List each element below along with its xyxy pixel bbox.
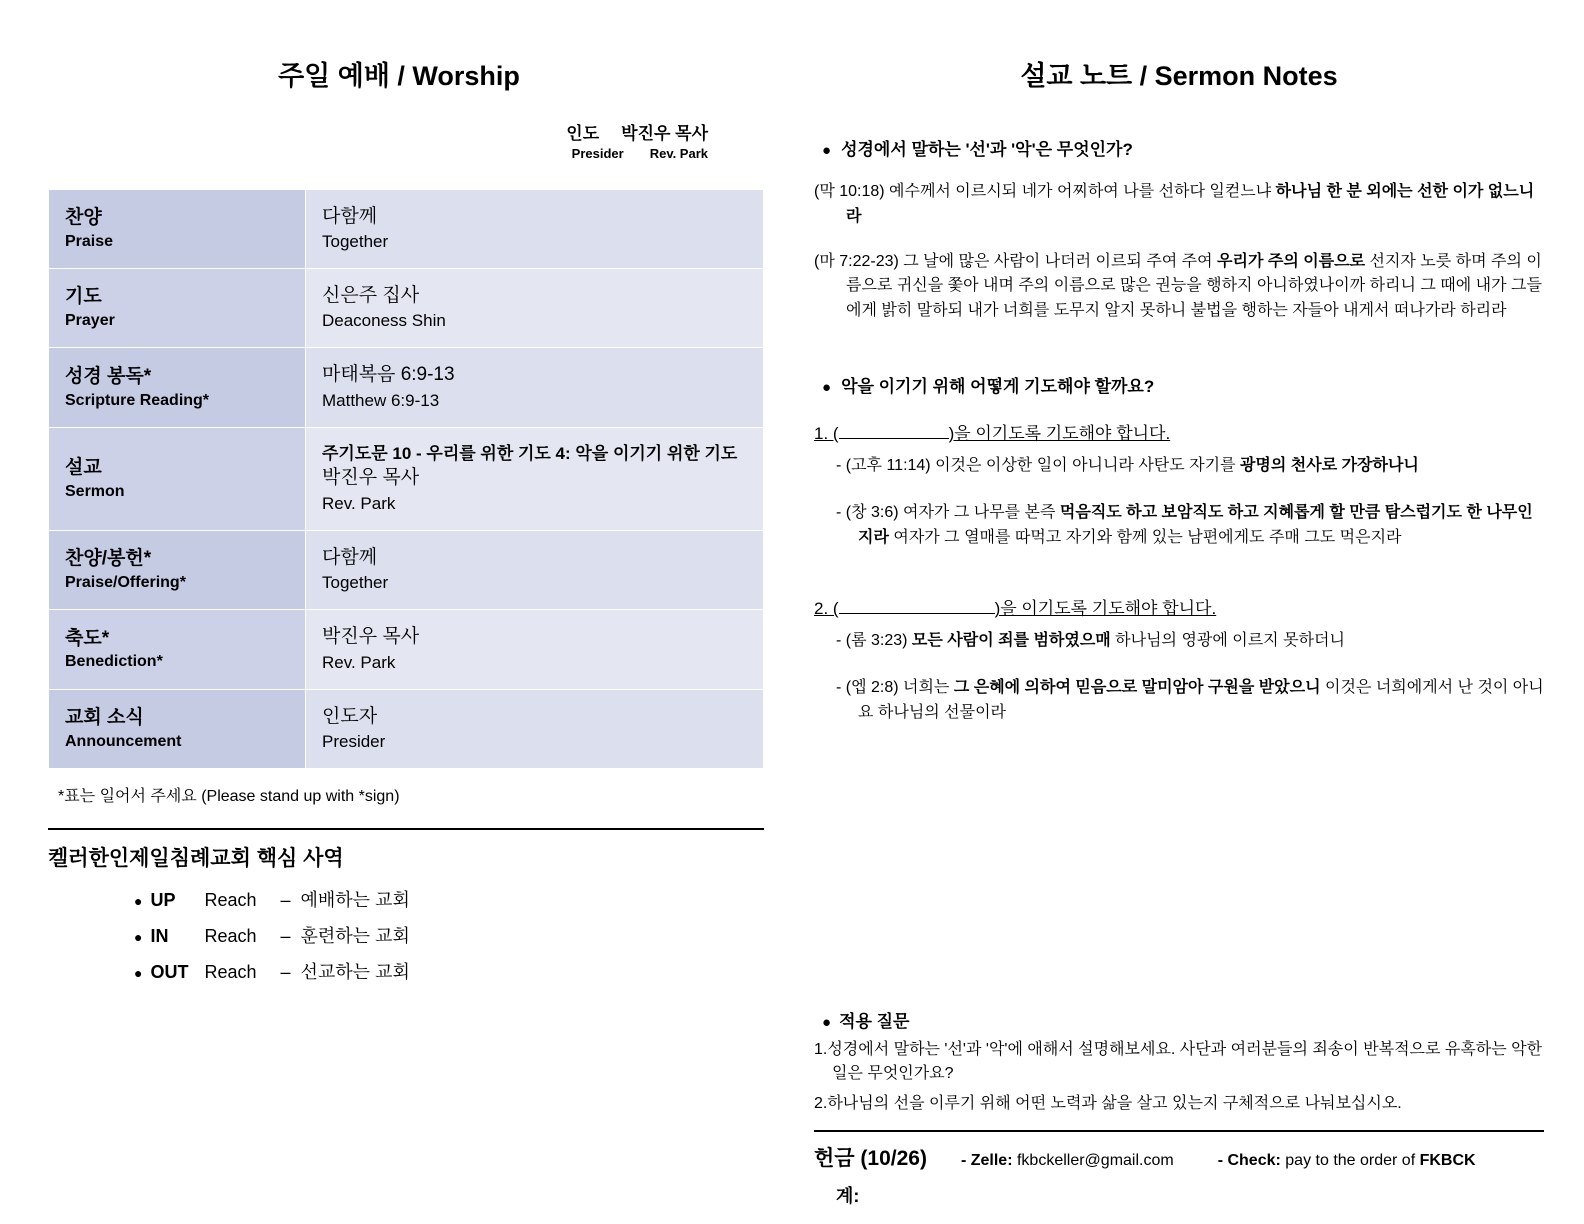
order-value-en: Deaconess Shin xyxy=(322,311,446,331)
order-value-en: Rev. Park xyxy=(322,652,396,672)
point-1-blank[interactable] xyxy=(839,438,949,439)
scripture-quote-1 xyxy=(814,180,1544,230)
order-label-cell xyxy=(49,268,306,347)
core-reach: Reach xyxy=(204,890,257,911)
check-value-bold: FKBCK xyxy=(1419,1152,1476,1169)
bullet-icon: ● xyxy=(134,929,143,946)
core-text: 예배하는 교회 xyxy=(300,890,410,911)
point-1-line xyxy=(814,419,1170,444)
point-2-line xyxy=(814,594,1216,619)
core-text: 훈련하는 교회 xyxy=(300,926,410,947)
application-item: 1.성경에서 말하는 '선'과 '악'에 애해서 설명해보세요. 사단과 여러분들의 죄송이 반복적으로 유혹하는 악한 일은 무엇인가요? xyxy=(814,1041,1543,1082)
order-value-en: Together xyxy=(322,232,389,252)
core-tag: IN xyxy=(150,926,169,947)
point-1-verse-2-bold: 먹음직도 하고 보암직도 하고 지혜롭게 할 만큼 탐스럽기도 한 나무인지라 xyxy=(858,503,1533,546)
sermon-point-1 xyxy=(814,397,1544,550)
point-2-verse-1-bold: 모든 사람이 죄를 범하였으매 xyxy=(911,632,1111,650)
order-label-ko: 설교 xyxy=(65,457,102,479)
offering-title: 헌금 (10/26) xyxy=(814,1147,927,1170)
point-1-verse-2-suffix: 여자가 그 열매를 따먹고 자기와 함께 있는 남편에게도 주매 그도 먹은지라 xyxy=(888,528,1402,546)
point-1-verse-1 xyxy=(836,454,1544,479)
verse-2-bold: 우리가 주의 이름으로 xyxy=(1217,252,1366,270)
sermon-question-1-text: 성경에서 말하는 '선'과 '악'은 무엇인가? xyxy=(841,140,1133,159)
worship-title: 주일 예배 / Worship xyxy=(278,61,520,91)
order-label-en: Prayer xyxy=(65,312,115,330)
presider-english-name: Rev. Park xyxy=(649,146,708,162)
order-value-ko: 박진우 목사 xyxy=(322,467,420,489)
sermon-point-2 xyxy=(814,572,1544,725)
sermon-question-2-text: 악을 이기기 위해 어떻게 기도해야 할까요? xyxy=(841,376,1155,396)
core-tag: OUT xyxy=(150,962,189,983)
order-value-cell xyxy=(306,348,764,427)
order-label-ko: 기도 xyxy=(65,286,102,308)
point-2-verse-2 xyxy=(836,676,1544,726)
core-ministry-title: 켈러한인제일침례교회 핵심 사역 xyxy=(48,847,344,871)
bullet-icon: ● xyxy=(822,378,832,396)
presider-korean-name: 박진우 목사 xyxy=(621,124,708,143)
offering-check xyxy=(1218,1152,1476,1170)
point-2-blank[interactable] xyxy=(839,613,995,614)
table-row xyxy=(49,610,764,689)
core-reach: Reach xyxy=(204,962,257,983)
presider-block xyxy=(48,123,750,163)
order-label-cell xyxy=(49,689,306,768)
presider-english-role: Presider xyxy=(571,146,624,162)
sermon-question-2 xyxy=(822,372,1544,397)
core-dash: – xyxy=(280,926,291,947)
order-label-cell xyxy=(49,427,306,530)
list-item xyxy=(134,958,750,984)
point-2-verse-2-suffix: 이것은 너희에게서 난 것이 아니요 하나님의 선물이라 xyxy=(858,679,1544,721)
list-item xyxy=(134,922,750,948)
order-label-ko: 찬양 xyxy=(65,207,102,229)
order-value-ko: 다함께 xyxy=(322,205,378,227)
order-label-en: Praise/Offering* xyxy=(65,574,186,592)
order-value-cell xyxy=(306,268,764,347)
bullet-icon: ● xyxy=(822,142,832,159)
bullet-icon: ● xyxy=(134,893,143,910)
order-value-en: Matthew 6:9-13 xyxy=(322,390,440,410)
order-label-ko: 찬양/봉헌* xyxy=(65,548,152,570)
sermon-notes-column xyxy=(790,0,1584,1224)
table-row xyxy=(49,189,764,268)
verse-2-suffix: 선지자 노릇 하며 주의 이름으로 귀신을 쫓아 내며 주의 이름으로 많은 권능을 행하지 아니하였나이까 하리니 그 때에 내가 그들에게 밝히 말하되 내가 너희를 도무지 알지 못하니 불법을 행하는 자들아 내게서 떠나가라 하리라 xyxy=(846,252,1542,320)
order-value-cell xyxy=(306,610,764,689)
order-label-ko: 성경 봉독* xyxy=(65,365,152,387)
point-2-verse-1-prefix: - (롬 3:23) xyxy=(836,632,912,650)
order-value-ko: 신은주 집사 xyxy=(322,284,420,306)
order-value-en: Rev. Park xyxy=(322,494,396,514)
point-1-prefix: 1. ( xyxy=(814,423,839,443)
order-label-en: Scripture Reading* xyxy=(65,391,210,409)
sermon-question-1 xyxy=(822,135,1544,160)
order-value-ko: 다함께 xyxy=(322,546,378,568)
table-row xyxy=(49,689,764,768)
order-label-en: Sermon xyxy=(65,482,125,500)
order-value-cell xyxy=(306,189,764,268)
order-value-cell xyxy=(306,427,764,530)
worship-column xyxy=(0,0,790,1224)
order-value-cell xyxy=(306,689,764,768)
section-divider xyxy=(48,828,764,830)
order-value-en: Together xyxy=(322,573,389,593)
order-value-en: Presider xyxy=(322,732,386,752)
point-2-verse-2-prefix: - (엡 2:8) 너희는 xyxy=(836,679,954,697)
scripture-quote-2 xyxy=(814,250,1544,324)
order-label-cell xyxy=(49,610,306,689)
order-label-en: Announcement xyxy=(65,732,182,750)
order-label-cell xyxy=(49,189,306,268)
order-value-cell xyxy=(306,530,764,609)
presider-korean-role: 인도 xyxy=(566,124,600,143)
bullet-icon: ● xyxy=(134,965,143,982)
order-label-cell xyxy=(49,348,306,427)
table-row xyxy=(49,348,764,427)
point-2-suffix: )을 이기도록 기도해야 합니다. xyxy=(994,599,1217,619)
order-label-ko: 축도* xyxy=(65,627,110,649)
point-1-verse-2-prefix: - (창 3:6) 여자가 그 나무를 본즉 xyxy=(836,503,1060,521)
order-value-ko: 박진우 목사 xyxy=(322,626,420,648)
point-1-verse-1-bold: 광명의 천사로 가장하나니 xyxy=(1239,456,1419,474)
table-row xyxy=(49,268,764,347)
core-dash: – xyxy=(280,962,291,983)
order-value-ko: 마태복음 6:9-13 xyxy=(322,364,455,386)
core-tag: UP xyxy=(150,890,176,911)
zelle-label: - Zelle: xyxy=(960,1152,1013,1169)
order-label-en: Praise xyxy=(65,232,114,250)
core-ministry-list xyxy=(48,886,750,984)
presider-korean xyxy=(48,123,708,144)
point-1-suffix: )을 이기도록 기도해야 합니다. xyxy=(948,423,1171,443)
core-dash: – xyxy=(280,890,291,911)
stand-up-note: *표는 일어서 주세요 (Please stand up with *sign) xyxy=(58,788,400,806)
core-text: 선교하는 교회 xyxy=(300,962,410,983)
verse-2-prefix: (마 7:22-23) 그 날에 많은 사람이 나더러 이르되 주여 주여 xyxy=(814,252,1218,270)
sermon-notes-title: 설교 노트 / Sermon Notes xyxy=(1020,61,1338,91)
core-reach: Reach xyxy=(204,926,257,947)
verse-1-bold: 하나님 한 분 외에는 선한 이가 없느니라 xyxy=(846,183,1535,225)
order-label-ko: 교회 소식 xyxy=(65,707,144,729)
point-2-verse-1 xyxy=(836,629,1544,654)
application-and-offering xyxy=(814,1007,1544,1208)
offering-row xyxy=(814,1142,1544,1172)
verse-1-prefix: (막 10:18) 예수께서 이르시되 네가 어찌하여 나를 선하다 일컫느냐 xyxy=(814,183,1276,200)
point-1-verse-1-prefix: - (고후 11:14) 이것은 이상한 일이 아니니라 사탄도 자기를 xyxy=(836,456,1240,474)
bullet-icon: ● xyxy=(822,1014,832,1031)
check-value-prefix: pay to the order of xyxy=(1285,1152,1420,1169)
check-label: - Check: xyxy=(1217,1152,1281,1169)
worship-order-table xyxy=(48,189,764,770)
application-heading-text: 적용 질문 xyxy=(839,1012,910,1031)
offering-zelle xyxy=(961,1152,1174,1170)
sermon-title: 주기도문 10 - 우리를 위한 기도 4: 악을 이기기 위한 기도 xyxy=(322,443,738,463)
zelle-value: fkbckeller@gmail.com xyxy=(1016,1152,1174,1169)
point-1-verse-2 xyxy=(836,501,1544,551)
order-label-cell xyxy=(49,530,306,609)
offering-total-label: 계: xyxy=(836,1186,860,1206)
application-heading xyxy=(822,1007,1544,1032)
order-value-ko: 인도자 xyxy=(322,705,378,727)
point-2-verse-2-bold: 그 은혜에 의하여 믿음으로 말미암아 구원을 받았으니 xyxy=(953,679,1321,697)
point-2-prefix: 2. ( xyxy=(814,599,839,619)
table-row xyxy=(49,427,764,530)
list-item xyxy=(134,886,750,912)
presider-english xyxy=(48,146,708,162)
order-label-en: Benediction* xyxy=(65,653,163,671)
table-row xyxy=(49,530,764,609)
point-2-verse-1-suffix: 하나님의 영광에 이르지 못하더니 xyxy=(1110,632,1345,650)
offering-divider xyxy=(814,1130,1544,1132)
application-item: 2.하나님의 선을 이루기 위해 어떤 노력과 삶을 살고 있는지 구체적으로 나눠보십시오. xyxy=(814,1095,1402,1112)
